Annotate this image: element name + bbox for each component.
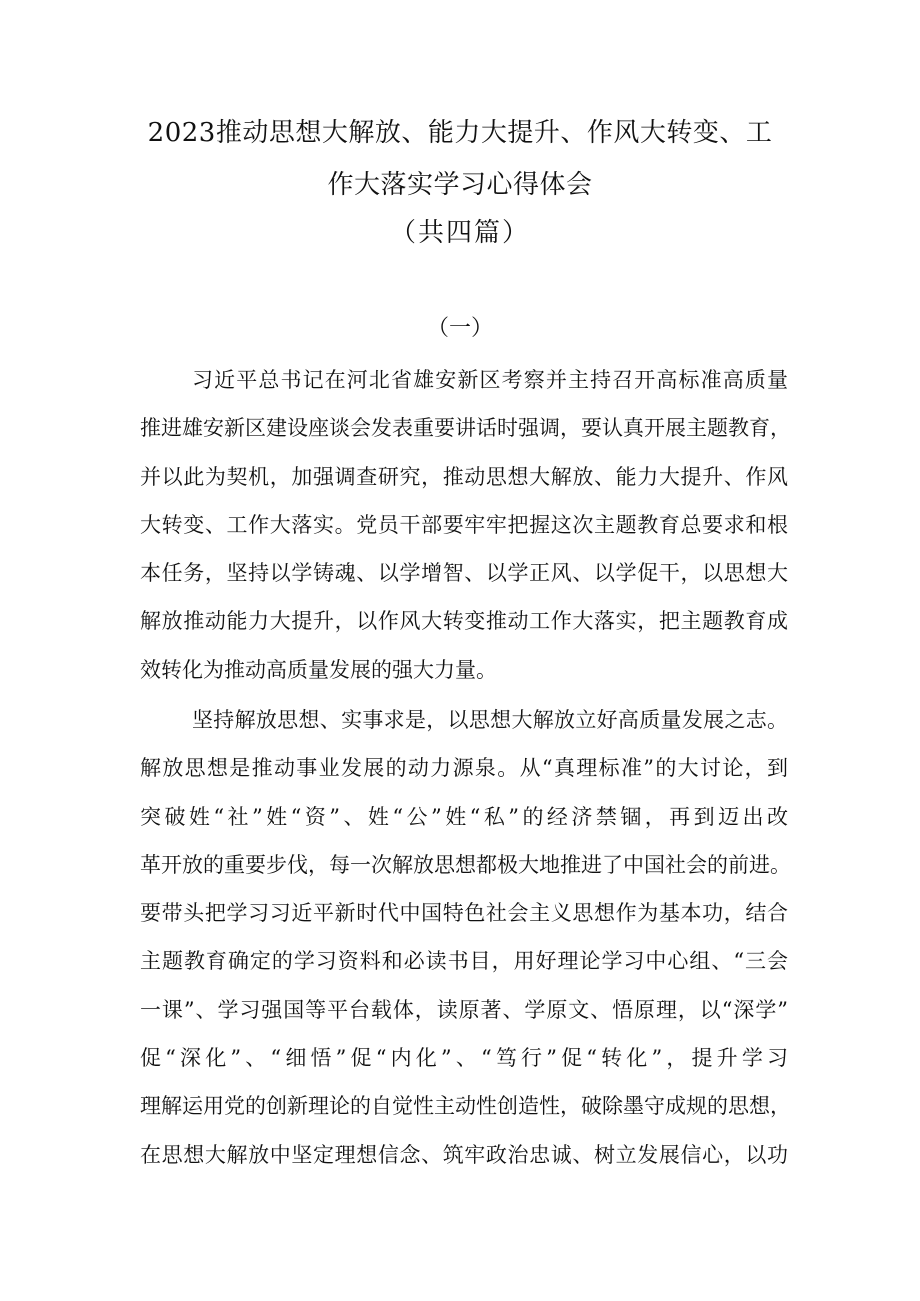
paragraph-line: 解放推动能力大提升，以作风大转变推动工作大落实，把主题教育成	[140, 609, 788, 634]
title-line-2: 作大落实学习心得体会	[327, 170, 593, 200]
title-line-1: 2023推动思想大解放、能力大提升、作风大转变、工	[147, 118, 773, 148]
paragraph-line: 要带头把学习习近平新时代中国特色社会主义思想作为基本功，结合	[140, 901, 788, 926]
paragraph-line: 效转化为推动高质量发展的强大力量。	[140, 657, 497, 682]
paragraph-line: 大转变、工作大落实。党员干部要牢牢把握这次主题教育总要求和根	[140, 512, 788, 537]
paragraph-line: 坚持解放思想、实事求是，以思想大解放立好高质量发展之志。	[192, 708, 788, 732]
paragraph-line: 并以此为契机，加强调查研究，推动思想大解放、能力大提升、作风	[140, 464, 788, 489]
paragraph-1	[140, 356, 791, 694]
paragraph-line: 主题教育确定的学习资料和必读书目，用好理论学习中心组、“三会	[140, 949, 788, 974]
paragraph-2	[140, 696, 791, 1179]
paragraph-line: 一课”、学习强国等平台载体，读原著、学原文、悟原理，以“深学”	[140, 997, 788, 1022]
paragraph-line: 在思想大解放中坚定理想信念、筑牢政治忠诚、树立发展信心，以功	[140, 1142, 788, 1167]
paragraph-line: 本任务，坚持以学铸魂、以学增智、以学正风、以学促干，以思想大	[140, 561, 788, 586]
paragraph-line: 习近平总书记在河北省雄安新区考察并主持召开高标准高质量	[192, 368, 788, 392]
paragraph-line: 突破姓“社”姓“资”、姓“公”姓“私”的经济禁锢，再到迈出改	[140, 804, 788, 829]
section-heading: （一）	[426, 316, 493, 341]
paragraph-line: 推进雄安新区建设座谈会发表重要讲话时强调，要认真开展主题教育，	[140, 416, 791, 441]
paragraph-line: 革开放的重要步伐，每一次解放思想都极大地推进了中国社会的前进。	[140, 852, 791, 877]
title-subtitle: （共四篇）	[389, 218, 530, 248]
paragraph-line: 促“深化”、“细悟”促“内化”、“笃行”促“转化”，提升学习	[140, 1046, 788, 1071]
paragraph-line: 解放思想是推动事业发展的动力源泉。从“真理标准”的大讨论，到	[140, 756, 788, 781]
paragraph-line: 理解运用党的创新理论的自觉性主动性创造性，破除墨守成规的思想，	[140, 1094, 791, 1119]
